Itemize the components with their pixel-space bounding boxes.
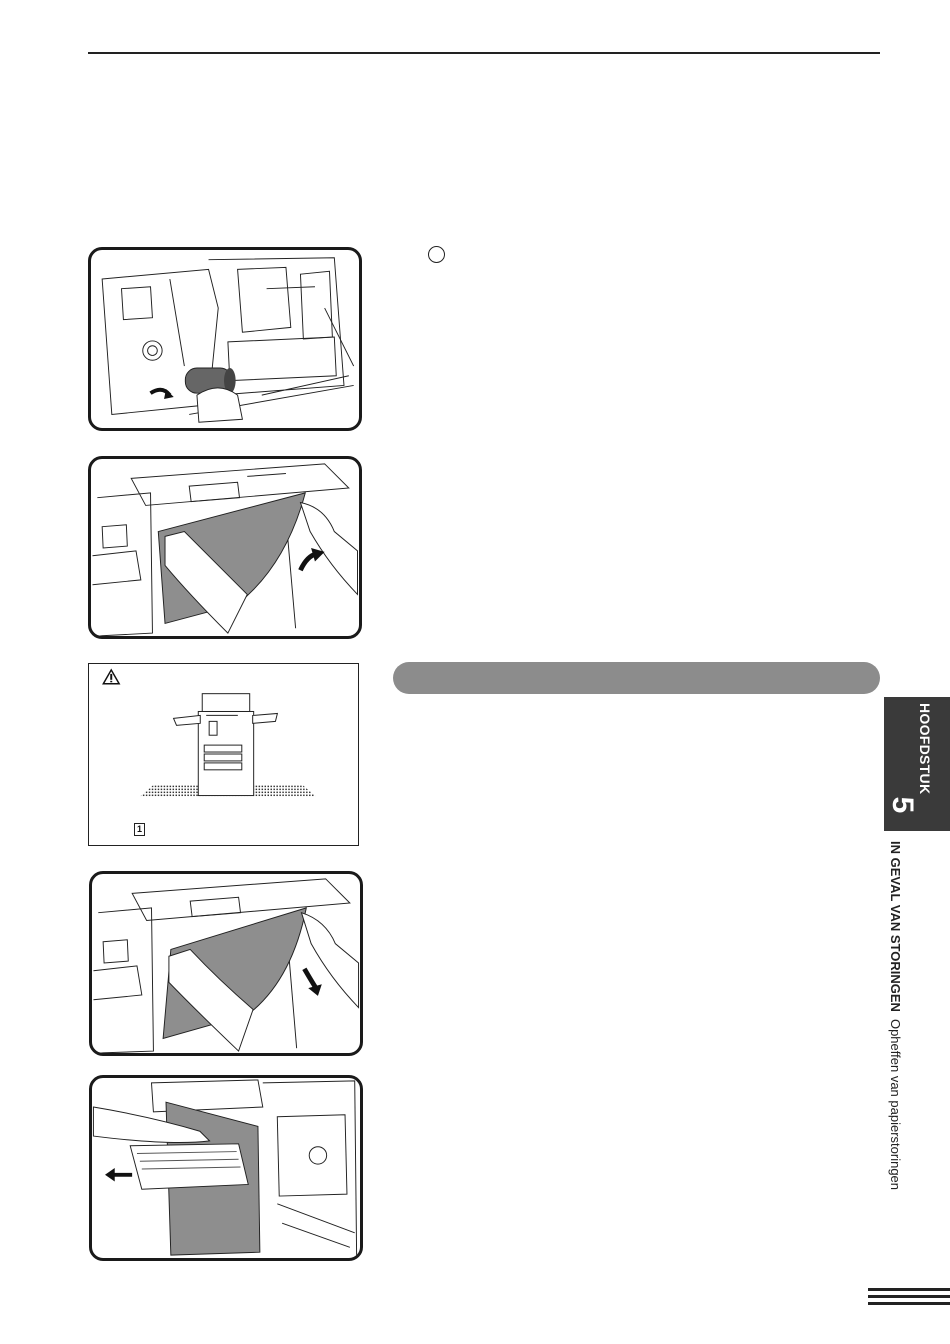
page-edge-marker	[868, 1288, 950, 1309]
side-tray-drawing	[92, 1078, 360, 1258]
illustration-caution-setup	[88, 663, 359, 846]
knob-drawing	[91, 250, 359, 428]
illustration-open-front-cover	[88, 456, 362, 639]
section-header	[888, 841, 903, 1190]
note-header-bar	[393, 662, 880, 694]
section-title: IN GEVAL VAN STORINGEN	[888, 841, 903, 1012]
step-number-icon: 1	[134, 823, 145, 836]
illustration-close-front-cover	[89, 871, 363, 1056]
caution-drawing	[89, 664, 358, 845]
chapter-label: HOOFDSTUK	[917, 703, 933, 795]
warning-triangle-icon	[103, 670, 119, 684]
front-cover-close-drawing	[92, 874, 360, 1053]
callout-circle-icon	[428, 246, 445, 263]
subsection-title: Opheffen van papierstoringen	[888, 1018, 903, 1191]
illustration-turn-knob	[88, 247, 362, 431]
illustration-remove-side-tray	[89, 1075, 363, 1261]
front-cover-open-drawing	[91, 459, 359, 636]
top-rule	[88, 52, 880, 54]
chapter-number: 5	[886, 796, 919, 814]
